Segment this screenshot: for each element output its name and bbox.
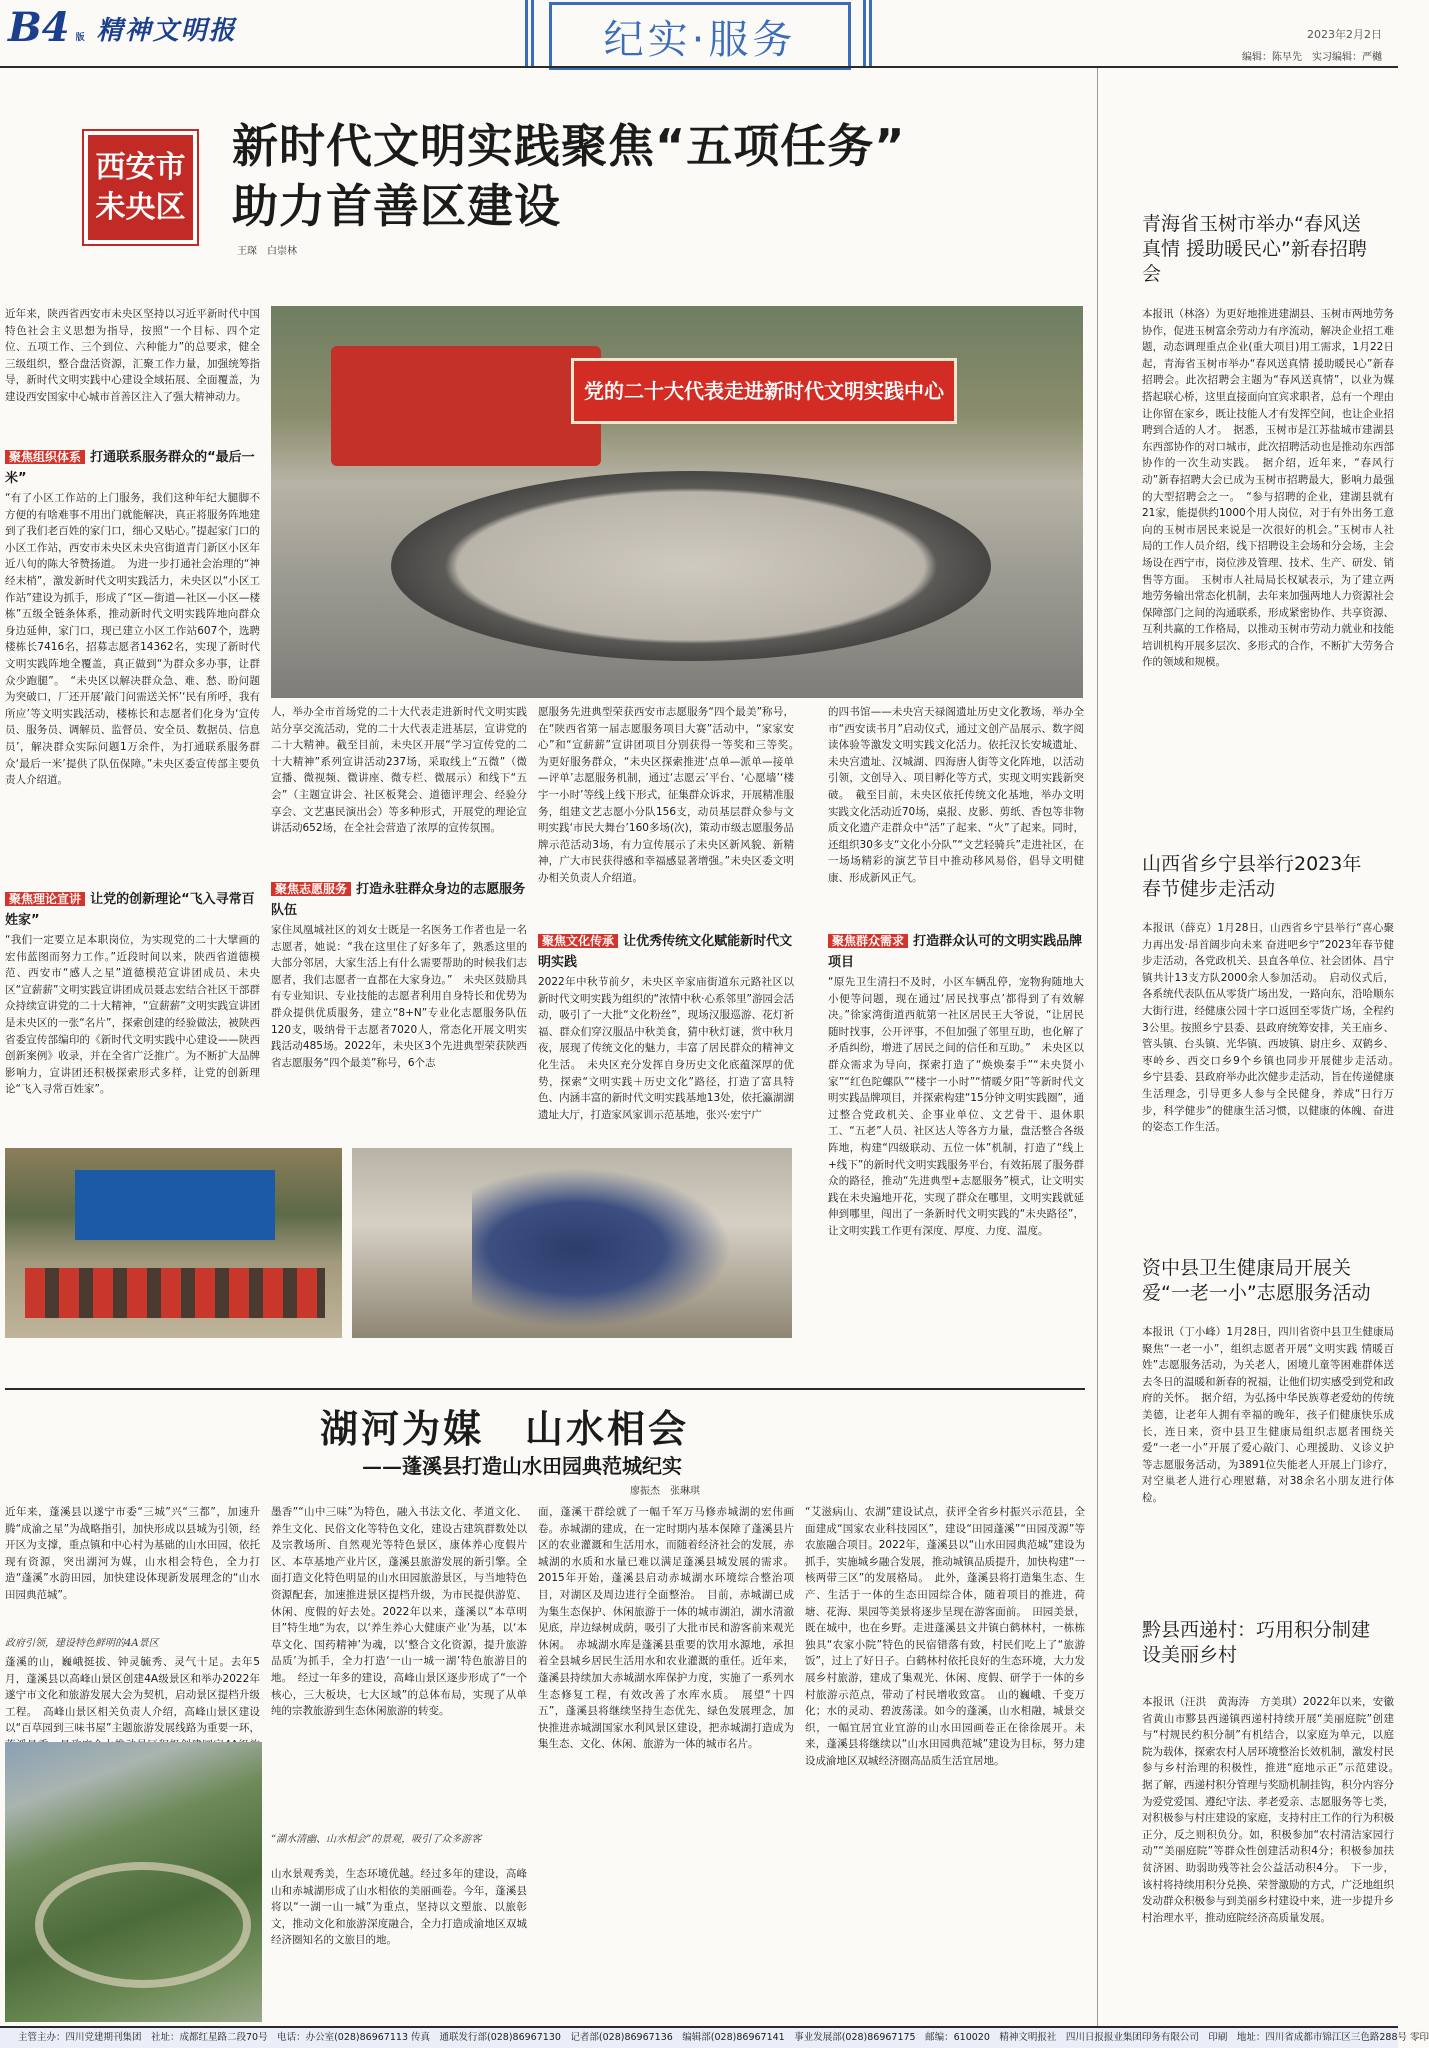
- sub-heading-4: 让优秀传统文化赋能新时代文明实践: [538, 934, 793, 970]
- section-banner: [525, 0, 875, 66]
- second-col2-body2: 山水景观秀美，生态环境优越。经过多年的建设，高峰山和赤城湖形成了山水相依的美丽画卷。今年，蓬溪县将以“一湖一山一城”为重点，坚持以文塑旅、以旅彰文，推动文化和旅游深度融合，全力打造成渝地区双城经济圈知名的文旅目的地。: [271, 1868, 527, 1947]
- sub-heading-2: 让党的创新理论“飞入寻常百姓家”: [5, 892, 255, 928]
- second-col1-caption: 政府引领，建设特色鲜明的4A景区: [5, 1638, 159, 1649]
- lead-col4-body2: “原先卫生清扫不及时，小区车辆乱停，宠物狗随地大小便等问题，现在通过‘居民找事点’都得到了有效解决。”徐家湾街道西航第一社区居民王大爷说，“让居民随时找事，公开评事，不但加强了邻里互助，也化解了矛盾纠纷，增进了居民之间的信任和互助。” 未央区以群众需求为导向，探索打造了“焕焕秦手”“未央贤小家”“红色陀螺队”“楼宇一小时”“情暖夕阳”等新时代文明实践品牌项目，并探索构建“15分钟文明实践圈”，通过整合党政机关、企事业单位、文艺骨干、退休职工、“五老”人员、社区达人等各方力量，盘活整合各级阵地，构建“四级联动、五位一体”机制，打造了“线上+线下”的新时代文明实践服务平台，有效拓展了服务群众的路径，推动“先进典型+志愿服务”模式，让文明实践在未央遍地开花，实现了群众在哪里，文明实践就延伸到哪里，闯出了一条新时代文明实践的“未央路径”，让文明实践工作更有深度、厚度、力度、温度。: [828, 976, 1084, 1237]
- photo-crowd: [25, 1268, 325, 1318]
- tag-needs: 聚焦群众需求: [828, 934, 908, 948]
- masthead-logo: 精神文明报: [96, 16, 237, 46]
- tag-organization: 聚焦组织体系: [5, 450, 85, 464]
- second-col1-body2: 蓬溪的山，巍峨挺拔、钟灵毓秀、灵气十足。去年5月，蓬溪县以高峰山景区创建4A级景区和举办2022年遂宁市文化和旅游发展大会为契机，启动景区提档升级工程。 高峰山景区相关负责人介绍，高峰山景区建设以“百草园到三味书屋”主题旅游发展线路为重要一环，: [5, 1656, 260, 1735]
- event-photo-left: [5, 1148, 342, 1338]
- lead-col1-body2: “我们一定要立足本职岗位，为实现党的二十大擘画的宏伟蓝图而努力工作。”近段时间以来，陕西省道德模范、西安市“感人之星”道德模范宣讲团成员、未央区“宣薪薪”文明实践宣讲团成员聂志宏结合社区干部群众持续宣讲党的二十大精神，“宣薪薪”文明实践宣讲团是未央区的一张“名片”，探索创建的经验做法，被陕西省委宣传部编印的《新时代文明实践中心建设——陕西创新案例》收录，并在全省广泛推广。为不断扩大品牌影响力，宣讲团还积极探索形式多样，让党的创新理论“飞入寻常百姓家”。: [5, 934, 260, 1096]
- second-col2-caption: “湖水清幽、山水相会”的景观，吸引了众多游客: [271, 1834, 482, 1845]
- event-photo-right: [352, 1148, 792, 1338]
- lead-section-3-heading: [271, 878, 527, 920]
- photo-volunteers: [472, 1168, 732, 1328]
- lead-intro: 近年来，陕西省西安市未央区坚持以习近平新时代中国特色社会主义思想为指导，按照“一个目标、四个定位、五项工作、三个到位、六种能力”的总要求，健全三级组织，整合盘活资源，汇聚工作力量，加强统筹指导，新时代文明实践中心建设全域拓展、全面覆盖，为建设西安国家中心城市首善区注入了强大精神动力。: [5, 308, 260, 403]
- lead-section-1-heading: [5, 446, 260, 488]
- lead-headline-line-1: 新时代文明实践聚焦“五项任务”: [232, 119, 906, 173]
- lead-col4-body: 的四书馆——未央宫天禄阁遗址历史文化教场，举办全市“西安读书月”启动仪式，通过文创产品展示、数字阅读体验等激发文明实践文化活力。依托汉长安城遗址、未央宫遗址、汉城湖、四海唐人街等文化阵地，以活动引领，文创导入、项目孵化等方式，实现文明实践新突破。 截至目前，未央区依托传统文化基地，举办文明实践文化活动近70场，桌报、皮影、剪纸、香包等非物质文化遗产走群众中“活”了起来、“火”了起来。同时，还组织30多支“文化小分队”“文艺轻骑兵”走进社区，在一场场精彩的演艺节目中推动移风易俗，倡导文明健康、形成新风正气。: [828, 706, 1084, 884]
- issue-date: 2023年2月2日: [1307, 28, 1382, 41]
- second-col3-body: 面，蓬溪干群绘就了一幅千军万马修赤城湖的宏伟画卷。赤城湖的建成，在一定时期内基本保障了蓬溪县片区的农业灌溉和生活用水，而随着经济社会的发展，赤城湖的水质和水量已难以满足蓬溪县城发展的需求。2015年开始，蓬溪县启动赤城湖水环境综合整治项目，对湖区及周边进行全面整治。 目前，赤城湖已成为集生态保护、休闲旅游于一体的城市湖泊，湖水清澈见底，岸边绿树成荫，吸引了大批市民和游客前来观光休闲。 赤城湖水库是蓬溪县重要的饮用水源地，承担着全县城乡居民生活用水和农业灌溉的重任。近年来，蓬溪县持续加大赤城湖水库保护力度，实施了一系列水生态修复工程，有效改善了水库水质。 展望“十四五”，蓬溪县将继续坚持生态优先、绿色发展理念，加快推进赤城湖国家水利风景区建设，把赤城湖打造成为集生态、文化、休闲、旅游为一体的城市名片。: [538, 1506, 794, 1751]
- editors: 编辑：陈早先 实习编辑：严樾: [1242, 52, 1382, 63]
- second-col2-body: 墨香”“山中三味”为特色，融入书法文化、孝道文化、养生文化、民俗文化等特色文化，建设古建筑群数处以及宗教场所、自然观光等特色景区，康体养心度假片区、本草基地产业片区，蓬溪县旅游发展的新引擎。全面打造文化特色明显的山水田园旅游景区，与当地特色资源配套，加速推进景区提档升级，为市民提供游览、休闲、度假的好去处。2022年以来，蓬溪以“本草明目”特生地“为农，以‘养生养心大健康产业’为基，以‘本草文化、国药精神’为魂，以‘整合文化资源，提升旅游品质’为抓手，全力打造‘一山一城一湖’特色旅游目的地。 经过一年多的建设，高峰山景区逐步形成了“一个核心，三大板块，七大区域”的总体布局，实现了从单纯的宗教旅游到生态休闲旅游的转变。: [271, 1506, 527, 1718]
- lead-section-2-heading: [5, 888, 260, 930]
- lead-section-4-heading: [538, 930, 794, 972]
- second-byline: 廖振杰 张琳琪: [630, 1486, 700, 1497]
- second-subheadline: ——蓬溪县打造山水田园典范城纪实: [362, 1454, 682, 1478]
- bus-shape: [331, 346, 601, 466]
- second-col4-body: “艾滋病山、农湖”建设试点，获评全省乡村振兴示范县，全面建成“国家农业科技园区”，建设“田园蓬溪”“田园茂源”等农旅融合项目。2022年，蓬溪县以“山水田园典范城”建设为抓手，实施城乡融合发展，推动城镇品质提升，加快构建“一核两带三区”的发展格局。 此外，蓬溪县将打造集生态、生产、生活于一体的生态田园综合体，随着项目的推进，荷塘、花海、果园等美景将逐步呈现在游客面前。 田园美景，既在城中，也在乡野。走进蓬溪县文井镇白鹤林村，一栋栋独具“农家小院”特色的民宿错落有致，村民们吃上了“旅游饭”，过上了好日子。白鹤林村依托良好的生态环境，大力发展乡村旅游，建成了集观光、休闲、度假、研学于一体的乡村旅游示范点，带动了村民增收致富。 山的巍峨、千变万化；水的灵动、碧波荡漾。如今的蓬溪，山水相融，城景交织，一幅宜居宜业宜游的山水田园画卷正在徐徐展开。未来，蓬溪县将继续以“山水田园典范城”建设为目标，努力建设成渝地区双城经济圈高品质生活宜居地。: [805, 1506, 1085, 1767]
- lead-col3-body: 愿服务先进典型荣获西安市志愿服务“四个最美”称号，在“陕西省第一届志愿服务项目大赛”活动中，“家家安心”和“宣薪薪”宣讲团项目分别获得一等奖和三等奖。 为更好服务群众，“未央区探索推进‘点单—派单—接单—评单’志愿服务机制，通过‘志愿云’平台、‘心愿墙’‘楼宇一小时’等线上线下形式，征集群众诉求，开展精准服务，组建文艺志愿小分队156支，动员基层群众参与文明实践‘市民大舞台’160多场(次)，策动市级志愿服务品牌示范活动3场，有力宣传展示了未央区新风貌、新精神，广大市民获得感和幸福感显著增强。”未央区委文明办相关负责人介绍道。: [538, 706, 805, 884]
- sidebar-title-3: 资中县卫生健康局开展关爱“一老一小”志愿服务活动: [1142, 1257, 1371, 1304]
- tag-culture: 聚焦文化传承: [538, 934, 618, 948]
- tag-volunteer: 聚焦志愿服务: [271, 882, 351, 896]
- sidebar-title-4: 黔县西递村：巧用积分制建设美丽乡村: [1142, 1619, 1371, 1666]
- sub-heading-5: 打造群众认可的文明实践品牌项目: [828, 934, 1083, 970]
- photo-stage-backdrop: [75, 1170, 275, 1240]
- lead-headline: [232, 116, 905, 236]
- tag-theory: 聚焦理论宣讲: [5, 892, 85, 906]
- header-rule: [0, 66, 1398, 68]
- sub-heading-3: 打造永驻群众身边的志愿服务队伍: [271, 882, 526, 918]
- sidebar-title-2: 山西省乡宁县举行2023年春节健步走活动: [1142, 853, 1362, 900]
- sidebar-body-2: 本报讯（薛克）1月28日，山西省乡宁县举行“喜心聚力再出发·昂首阔步向未来 奋进吧乡宁”2023年春节健步走活动，各党政机关、县直各单位、社会团体、昌宁镇共计13支方队2000余人参加活动。 启动仪式后，各系统代表队伍从零货广场出发，一路向东，沿哈顺东大街行进，经健康公园十字口返回至零货广场，全程约3公里。按照乡宁县委、县政府统筹安排，关王庙乡、管头镇、台头镇、光华镇、西坡镇、尉庄乡、双鹤乡、枣岭乡、西交口乡9个乡镇也同步开展健步走活动。 乡宁县委、县政府举办此次健步走活动，旨在传递健康生活理念，引导更多人参与全民健身，养成“日行万步，科学健步”的健康生活习惯，以健康的体魄、奋进的姿态工作生活。: [1142, 922, 1405, 1134]
- lead-section-5-heading: [828, 930, 1084, 972]
- sidebar-body-1: 本报讯（林洛）为更好地推进建湖县、玉树市两地劳务协作，促进玉树富余劳动力有序流动，解决企业招工难题，动态调理重点企业(重大项目)用工需求，1月22日起，青海省玉树市举办“春风送真情 援助暖民心”新春招聘会。此次招聘会主题为“春风送真情”，以业为媒搭起联心桥，这里直接面向宜宾求职者，总有一个理由让你留在家乡，既让技能人才有发挥空间，也让企业招聘到合适的人才。 据悉，玉树市是江苏盐城市建湖县东西部协作的对口城市，此次招聘活动也是推动东西部协作的一次生动实践。 据介绍，近年来，“春风行动”新春招聘大会已成为玉树市招聘最大，影响力最强的大型招聘会之一。 “参与招聘的企业，建湖县就有21家，能提供约1000个用人岗位，对于有外出务工意向的玉树市居民来说是一次很好的机会。”玉树市人社局的工作人员介绍，线下招聘设主会场和分会场，主会场设在西宁市，岗位涉及管理、技术、生产、研发、销售等方面。 玉树市人社局局长权斌表示，为了建立两地劳务输出常态化机制，去年来加强两地人力资源社会保障部门之间的沟通联系，形成紧密协作、共享资源、互利共赢的工作格局，以推动玉树市劳动力就业和技能培训机构开展多层次、多形式的合作，不断扩大劳务合作的领域和规模。: [1142, 308, 1394, 669]
- section-title: 纪实·服务: [549, 2, 851, 70]
- photo-banner: 党的二十大代表走进新时代文明实践中心: [571, 358, 957, 424]
- sidebar-divider: [1097, 68, 1098, 2026]
- lead-byline: 王琛 白崇林: [237, 246, 297, 257]
- page-number: B4: [8, 4, 70, 51]
- page-header: [8, 4, 237, 51]
- badge-line-1: 西安市: [95, 149, 186, 185]
- sidebar-title-1: 青海省玉树市举办“春风送真情 援助暖民心”新春招聘会: [1142, 213, 1367, 285]
- article-divider: [5, 1388, 1085, 1390]
- sub-heading-1: 打通联系服务群众的“最后一米”: [5, 450, 255, 486]
- aerial-path: [35, 1862, 251, 1988]
- second-col1-body: 近年来，蓬溪县以遂宁市委“三城”兴“三都”，加速升腾“成渝之星”为战略指引，加快形成以县城为引领，经开区为支撑，重点镇和中心村为基础的山水田园，依托现有资源，突出湖河为媒，山水相会特色，全力打造“蓬溪”水韵田园，加快建设体现新发展理念的“山水田园典范城”。: [5, 1506, 260, 1601]
- second-headline: 湖河为媒 山水相会: [320, 1407, 690, 1451]
- lead-col1-body: “有了小区工作站的上门服务，我们这种年纪大腿脚不方便的有啥难事不用出门就能解决，真正将服务阵地建到了我们老百姓的家门口，细心又贴心。”提起家门口的小区工作站，西安市未央区未央宫街道青门新区小区年近八旬的陈大爷赞扬道。 为进一步打通社会治理的“神经末梢”，激发新时代文明实践活力，未央区以“小区工作站”建设为抓手，形成了“区—街道—社区—小区—楼栋”五级全链条体系，推动新时代文明实践阵地向群众身边延伸，家门口，现已建立小区工作站607个，选聘楼栋长7416名，招募志愿者14362名，实现了新时代文明实践阵地全覆盖，真正做到“为群众多办事，让群众少跑腿”。 “未央区以解决群众急、难、愁、盼问题为突破口，厂还开展‘敲门问需送关怀’‘民有所呼，我有所应’等文明实践活动，楼栋长和志愿者们化身为‘宣传员、服务员、调解员、监督员、安全员、数据员、信息员’，解决群众实际问题1万余件，为打通联系服务群众‘最后一米’提供了队伍保障。”未央区委宣传部主要负责人介绍道。: [5, 492, 260, 787]
- aerial-photo: [5, 1742, 262, 2022]
- district-badge: [84, 131, 197, 244]
- lead-headline-line-2: 助力首善区建设: [232, 179, 561, 233]
- sidebar-body-3: 本报讯（丁小峰）1月28日，四川省资中县卫生健康局聚焦“一老一小”，组织志愿者开展“文明实践 情暖百姓”志愿服务活动，为关老人，困境儿童等困难群体送去冬日的温暖和新春的祝福，让他们切实感受到党和政府的关怀。 据介绍，为弘扬中华民族尊老爱幼的传统美德，让老年人拥有幸福的晚年，孩子们健康快乐成长，连日来，资中县卫生健康局组织志愿者围绕关爱“一老一小”开展了爱心敲门、心理援助、义诊义护等志愿服务活动，为3891位失能老人开展上门诊疗，对空巢老人进行心理慰藉，对38余名小朋友进行体检。: [1142, 1326, 1394, 1504]
- sidebar-body-4: 本报讯（汪洪 黄海涛 方美琪）2022年以来，安徽省黄山市黟县西递镇西递村持续开展“美丽庭院”创建与“村规民约积分制”有机结合，以家庭为单元，以庭院为载体，探索农村人居环境整治长效机制，激发村民参与乡村治理的积极性，推进“庭地示正”示范建设。 据了解，西递村积分管理与奖励机制挂钩，积分内容分为爱党爱国、遵纪守法、孝老爱亲、志愿服务等七类，对积极参与村庄建设的家庭，支持村庄工作的行为积极正分，反之则积负分。如，积极参加“农村清洁家园行动”“美丽庭院”等群众性创建活动积4分；积极参加扶贫济困、助弱助残等社会公益活动积4分。 下一步，该村将持续用积分兑换、荣誉激励的方式，广泛地组织发动群众积极参与到美丽乡村建设中来，进一步提升乡村治理水平，推动庭院经济高质量发展。: [1142, 1696, 1405, 1924]
- lead-photo: [271, 306, 1083, 698]
- page-suffix: 版: [75, 33, 85, 43]
- lead-col2-body: 人，举办全市首场党的二十大代表走进新时代文明实践站分享交流活动，党的二十大代表走进基层，宣讲党的二十大精神。截至目前，未央区开展“学习宣传党的二十大精神”系列宣讲活动237场，采取线上“五微”（微宣播、微视频、微讲座、微专栏、微展示）和线下“五会”（主题宣讲会、社区板凳会、道德评理会、经验分享会、文艺惠民演出会）等多种形式，开展党的理论宣讲活动652场，在全社会营造了浓厚的宣传氛围。: [271, 706, 527, 835]
- lead-col3-body2: 2022年中秋节前夕，未央区辛家庙街道东元路社区以新时代文明实践为组织的“浓情中秋·心系邻里”游园会活动，吸引了一大批“文化粉丝”，现场汉服巡游、花灯祈福、群众们穿汉服品中秋美食，猜中秋灯谜，赏中秋月夜，展现了传统文化的魅力，丰富了居民群众的精神文化生活。 未央区充分发挥自身历史文化底蕴深厚的优势，探索“文明实践＋历史文化”路径，打造了富具特色、内涵丰富的新时代文明实践基地13处，依托瀛湖湖遗址大厅，打造家风家训示范基地，张兴·宏宁广: [538, 976, 794, 1121]
- lead-col2-body2: 家住凤凰城社区的刘女士既是一名医务工作者也是一名志愿者，她说：“我在这里住了好多年了，熟悉这里的大部分邻居，大家生活上有什么需要帮助的时候我们志愿者，我们志愿者一直都在大家身边。” 未央区鼓励具有专业知识、专业技能的志愿者利用自身特长和优势为群众提供优质服务，建立“8+N”专业化志愿服务队伍120支，吸纳骨干志愿者7020人，常态化开展文明实践活动485场。2022年，未央区3个先进典型荣获陕西省志愿服务“四个最美”称号，6个志: [271, 924, 527, 1069]
- people-circle: [391, 471, 991, 661]
- badge-line-2: 未央区: [95, 189, 186, 225]
- page-footer: 主管主办：四川党建期刊集团 社址：成都红星路二段70号 电话：办公室(028)86967113 传真 通联发行部(028)86967130 记者部(028)86967136 编辑部(028)86967141 事业发展部(028)86967175 邮编：610020 精神文明报社 四川日报报业集团印务有限公司 印刷 地址：四川省成都市锦江区三色路288号 零印: [0, 2026, 1398, 2048]
